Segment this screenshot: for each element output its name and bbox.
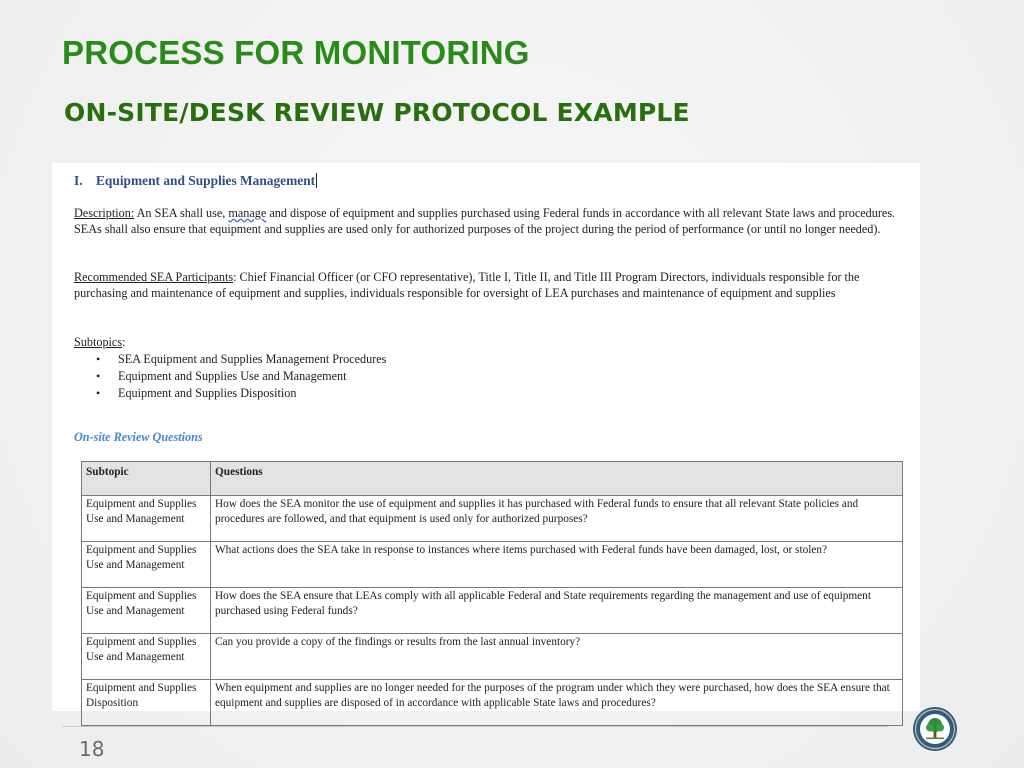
subtopic-cell: Equipment and Supplies Use and Management <box>82 634 211 680</box>
slide-subtitle: ON-SITE/DESK REVIEW PROTOCOL EXAMPLE <box>64 98 690 127</box>
document-image <box>52 163 920 711</box>
question-cell: When equipment and supplies are no longer needed for the purposes of the program under which they were purchased, how does the SEA ensure that equipment and supplies are disposed of in accordance with applicable State laws and procedures? <box>211 680 903 726</box>
question-cell: How does the SEA monitor the use of equipment and supplies it has purchased with Federal funds to ensure that all relevant State policies and procedures are followed, and that equipment is used only for authorized purposes? <box>211 496 903 542</box>
description-paragraph <box>74 205 904 237</box>
subtopics-list <box>74 351 386 402</box>
subtopics-colon: : <box>122 335 126 349</box>
review-questions-heading: On-site Review Questions <box>74 430 203 444</box>
subtopic-cell: Equipment and Supplies Disposition <box>82 680 211 726</box>
subtopic-cell: Equipment and Supplies Use and Management <box>82 588 211 634</box>
subtopics-section <box>74 334 386 402</box>
page-number: 18 <box>79 737 105 761</box>
participants-label: Recommended SEA Participants <box>74 270 234 284</box>
table-row <box>82 680 903 726</box>
subtopic-cell: Equipment and Supplies Use and Management <box>82 496 211 542</box>
table-row <box>82 634 903 680</box>
list-item: • Equipment and Supplies Disposition <box>118 385 386 402</box>
text-cursor <box>316 173 317 188</box>
footer-divider <box>62 726 888 727</box>
question-cell: What actions does the SEA take in response to instances where items purchased with Federal funds have been damaged, lost, or stolen? <box>211 542 903 588</box>
column-header-subtopic: Subtopic <box>82 462 211 496</box>
question-cell: Can you provide a copy of the findings or results from the last annual inventory? <box>211 634 903 680</box>
table-row <box>82 588 903 634</box>
subtopics-label: Subtopics <box>74 335 123 349</box>
table-row <box>82 496 903 542</box>
description-label: Description: <box>74 206 135 220</box>
description-text-start: An SEA shall use, <box>134 206 229 220</box>
review-questions-table <box>81 461 903 726</box>
column-header-questions: Questions <box>211 462 903 496</box>
section-heading <box>74 173 317 189</box>
section-title: Equipment and Supplies Management <box>96 173 316 188</box>
table-header-row <box>82 462 903 496</box>
question-cell: How does the SEA ensure that LEAs comply with all applicable Federal and State requirements regarding the management and use of equipment purchased using Federal funds? <box>211 588 903 634</box>
participants-text: : Chief Financial Officer (or CFO representative), Title I, Title II, and Title III Program Directors, individuals responsible for the purchasing and maintenance of equipment and supplies, individuals responsible for oversight of LEA purchases and maintenance of equipment and supplies <box>74 270 860 300</box>
list-item: • Equipment and Supplies Use and Management <box>118 368 386 385</box>
department-seal-icon <box>912 706 958 752</box>
subtopic-cell: Equipment and Supplies Use and Management <box>82 542 211 588</box>
slide-title: PROCESS FOR MONITORING <box>62 34 530 71</box>
list-item: • SEA Equipment and Supplies Management Procedures <box>118 351 386 368</box>
description-text-end: and dispose of equipment and supplies purchased using Federal funds in accordance with all relevant State laws and procedures. SEAs shall also ensure that equipment and supplies are used only for authorized purposes of the project during the period of performance (or until no longer needed). <box>74 206 896 236</box>
section-number: I. <box>74 173 83 188</box>
table-row <box>82 542 903 588</box>
spellcheck-flagged-word: manage <box>228 206 267 220</box>
participants-paragraph <box>74 269 904 301</box>
